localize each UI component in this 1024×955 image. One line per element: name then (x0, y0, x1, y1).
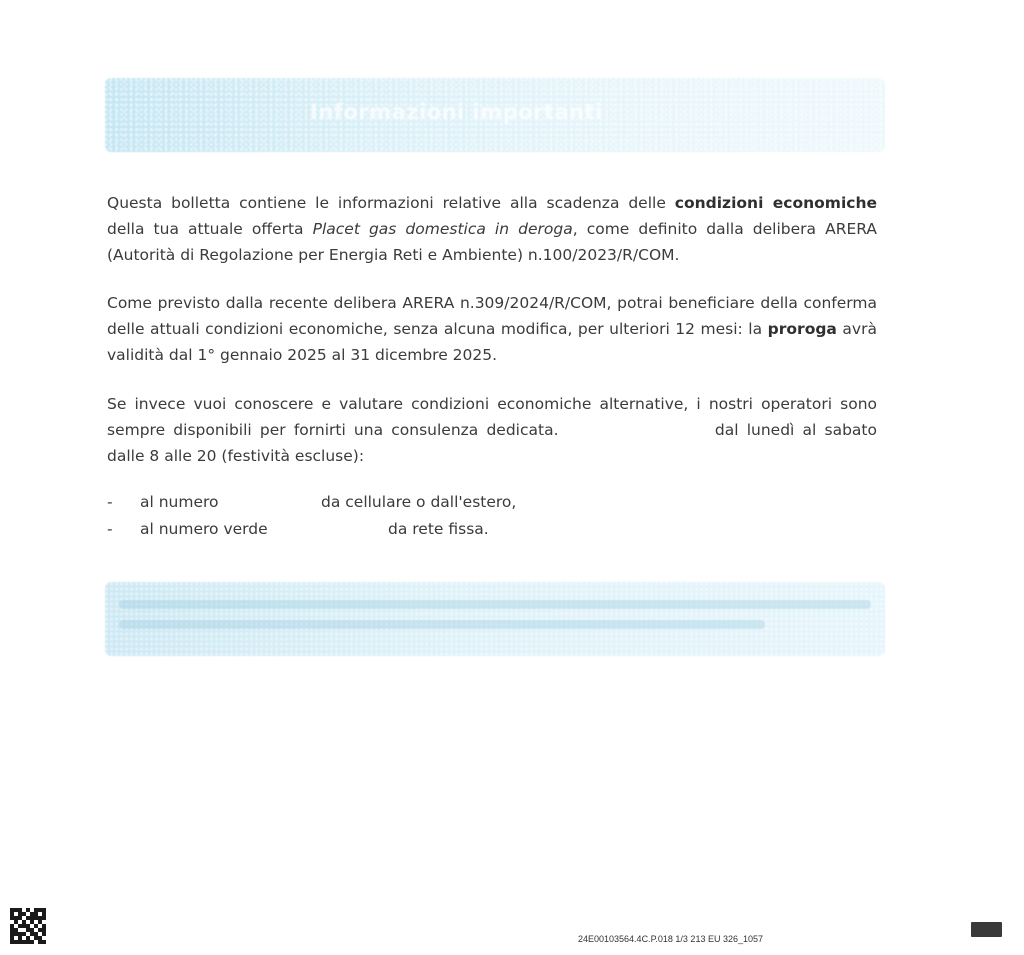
document-code: 24E00103564.4C.P.018 1/3 213 EU 326_1057 (578, 934, 763, 944)
p3-text-2: dal lunedì al sabato dalle 8 alle 20 (festività escluse): (107, 421, 877, 465)
list-dash: - (107, 493, 113, 511)
header-banner (105, 78, 885, 152)
p2-text-1: Come previsto dalla recente delibera ARERA n.309/2024/R/COM, potrai beneficiare della conferma delle attuali condizioni economiche, senza alcuna modifica, per ulteriori 12 mesi: la (107, 294, 877, 338)
list-item-tail: da cellulare o dall'estero, (321, 493, 517, 511)
faded-text-line (119, 600, 871, 609)
p1-text-1: Questa bolletta contiene le informazioni relative alla scadenza delle (107, 194, 675, 212)
list-dash: - (107, 520, 113, 538)
p1-text-3: , come definito dalla delibera ARERA (Autorità di Regolazione per Energia Reti e Ambiente) n.100/2023/R/COM. (107, 220, 878, 264)
faded-text-line (119, 620, 765, 629)
info-banner (105, 582, 885, 656)
list-item-label: al numero (140, 493, 219, 511)
qr-code-icon (10, 908, 46, 944)
list-item-tail: da rete fissa. (388, 520, 489, 538)
paragraph-extension (107, 290, 877, 368)
paragraph-contact (107, 391, 877, 469)
p3-text-1: Se invece vuoi conoscere e valutare condizioni economiche alternative, i nostri operatori sono sempre disponibili per fornirti una consulenza dedicata. (107, 395, 877, 439)
p2-text-2: avrà validità dal 1° gennaio 2025 al 31 dicembre 2025. (107, 320, 877, 364)
list-item-label: al numero verde (140, 520, 268, 538)
paragraph-offer-expiry (107, 190, 877, 268)
p1-offer-name: Placet gas domestica in deroga (312, 220, 573, 238)
p2-bold-proroga: proroga (767, 320, 837, 338)
p1-bold-conditions: condizioni economiche (674, 194, 877, 212)
banner-title: Informazioni importanti (310, 100, 603, 124)
print-marker (971, 922, 1002, 937)
p1-text-2: della tua attuale offerta (107, 220, 313, 238)
